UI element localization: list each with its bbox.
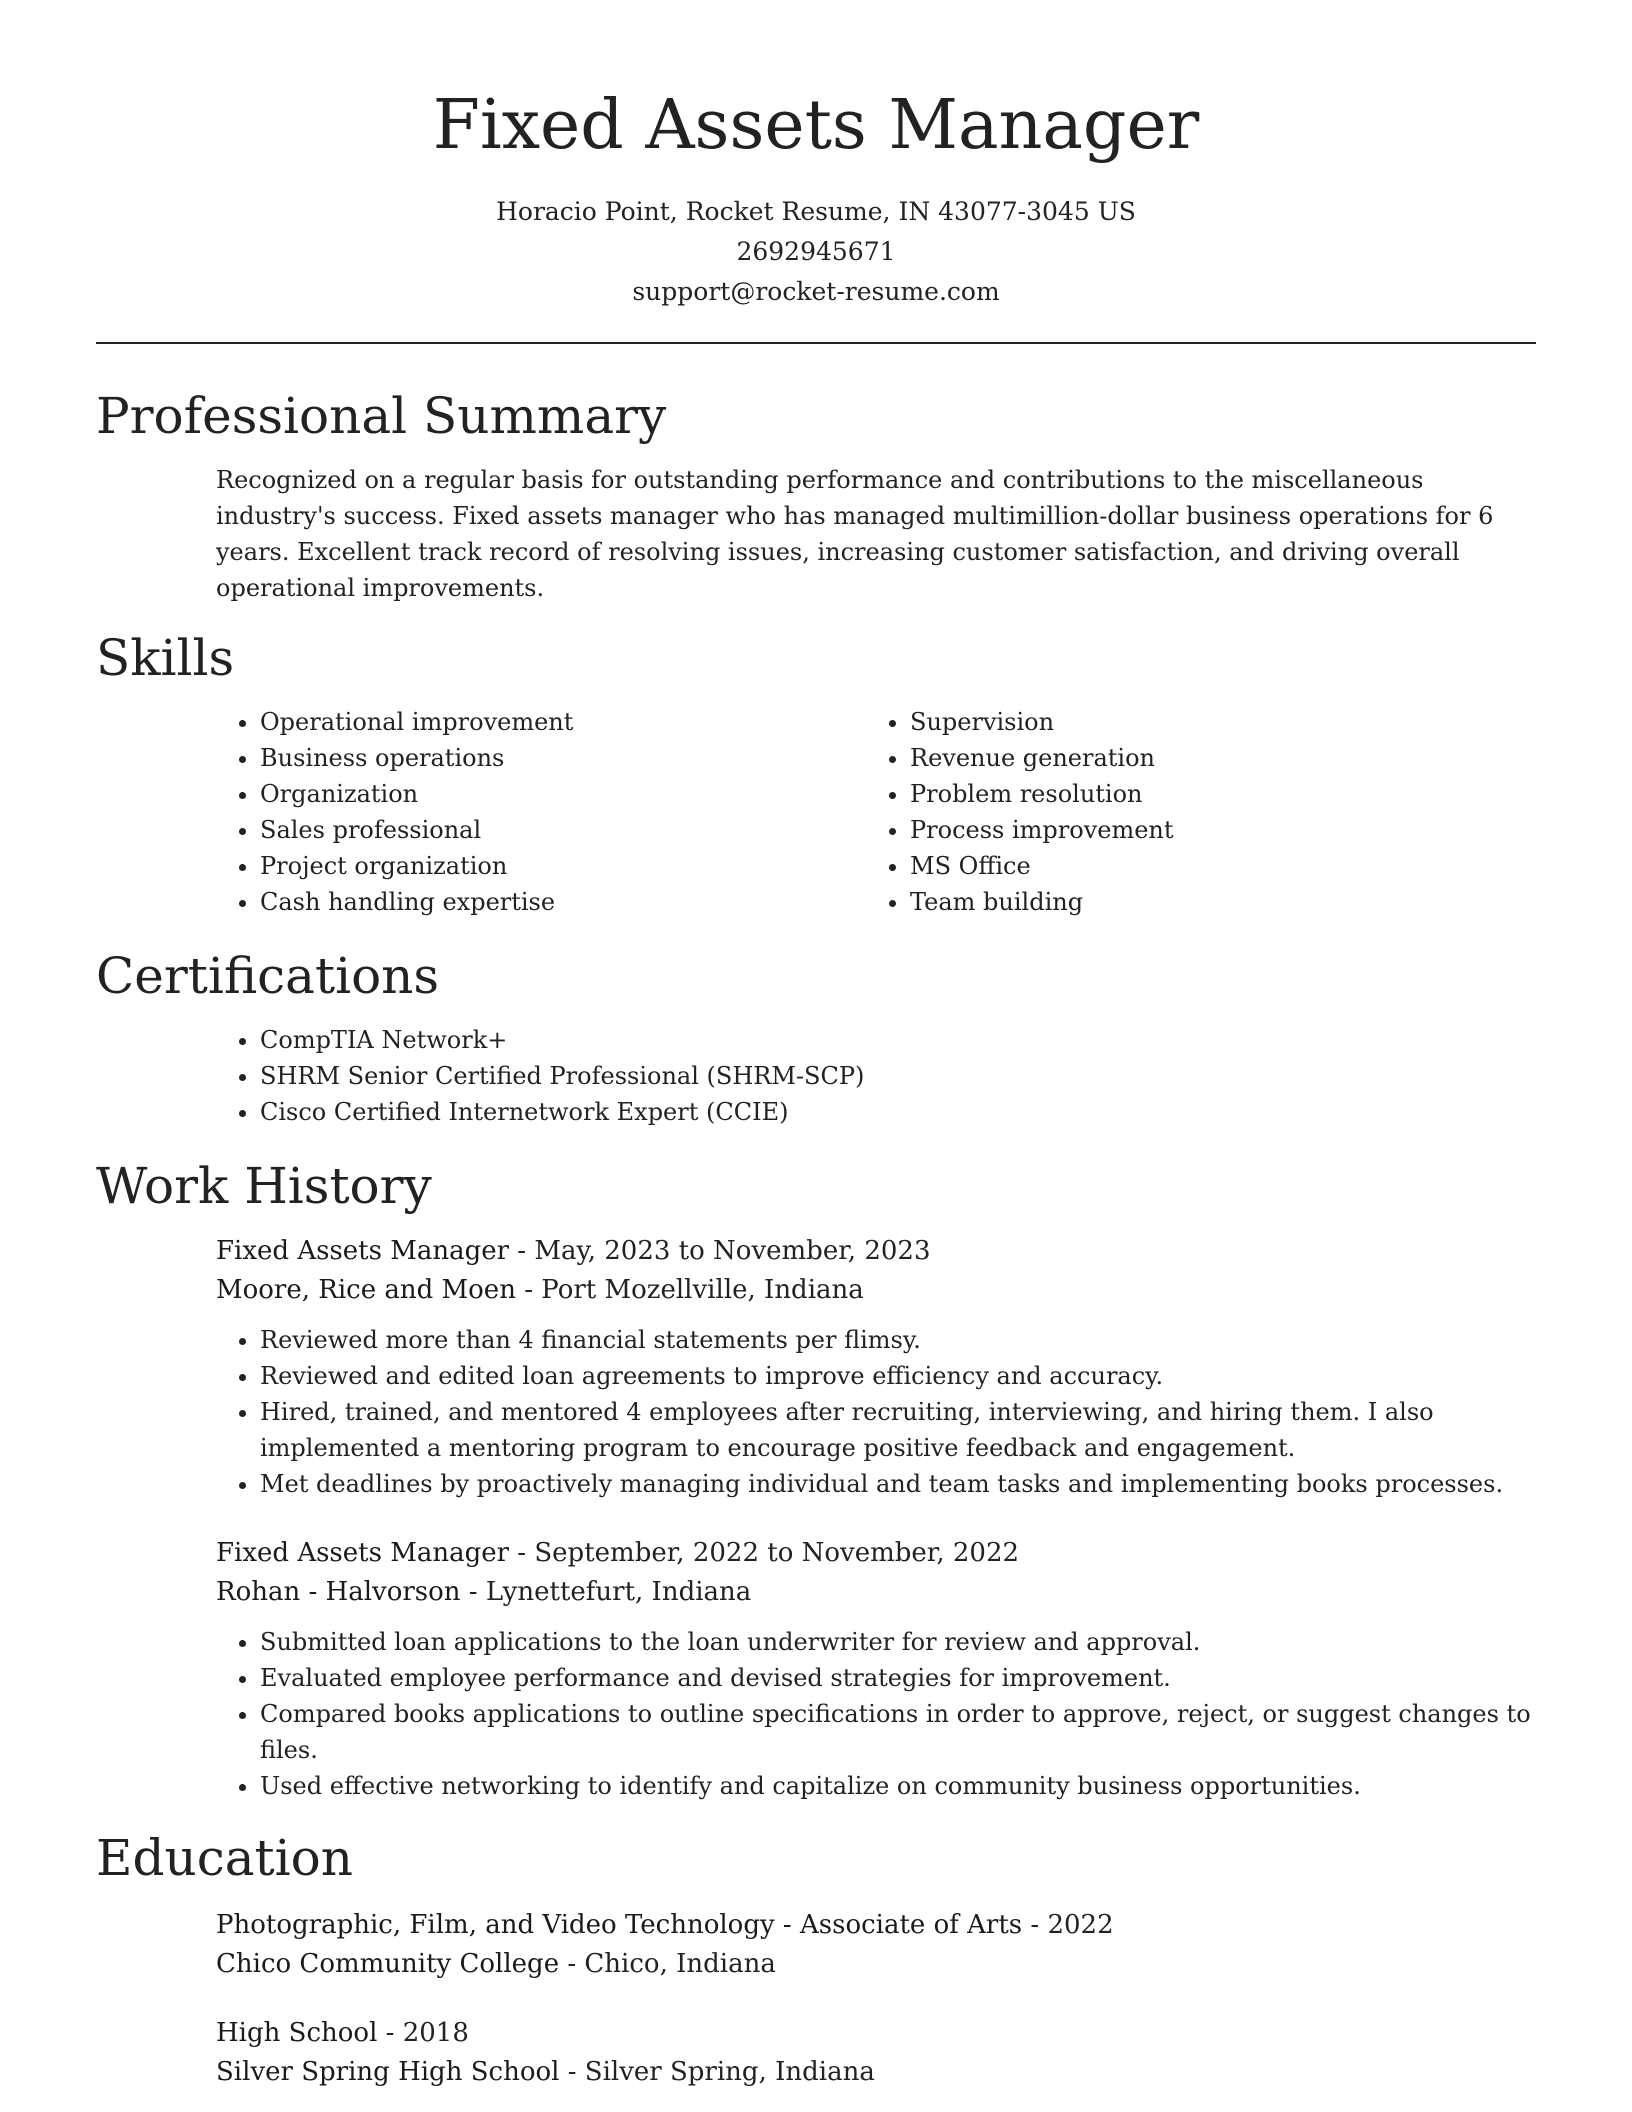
job-entry (96, 1232, 1536, 1502)
job-company-line (216, 1271, 1536, 1310)
resume-header (96, 0, 1536, 312)
job-company: Rohan - Halvorson (216, 1577, 461, 1607)
contact-block (96, 192, 1536, 312)
skill-item: • Project organization (260, 848, 866, 884)
education-year: - 2022 (1022, 1910, 1114, 1940)
job-bullets (216, 1624, 1536, 1804)
education-entry (96, 2014, 1536, 2092)
contact-email: support@rocket-resume.com (632, 277, 1000, 306)
skill-item: • Operational improvement (260, 704, 866, 740)
job-bullet: • Compared books applications to outline specifications in order to approve, reject, or suggest changes to files. (260, 1696, 1536, 1768)
job-dates: - September, 2022 to November, 2022 (509, 1538, 1020, 1568)
job-entry (96, 1534, 1536, 1804)
education-entry (96, 1906, 1536, 1984)
education-location: - Silver Spring, Indiana (559, 2057, 875, 2087)
skill-item: • Organization (260, 776, 866, 812)
skill-item: • MS Office (910, 848, 1516, 884)
education-school: Chico Community College (216, 1949, 560, 1979)
job-bullet: • Hired, trained, and mentored 4 employees after recruiting, interviewing, and hiring them. I also implemented a mentoring program to encourage positive feedback and engagement. (260, 1394, 1536, 1466)
skill-item: • Revenue generation (910, 740, 1516, 776)
skill-item: • Process improvement (910, 812, 1516, 848)
job-dates: - May, 2023 to November, 2023 (509, 1236, 931, 1266)
skills-column-left (216, 704, 866, 920)
education-degree: Photographic, Film, and Video Technology - Associate of Arts (216, 1910, 1023, 1940)
contact-phone: 2692945671 (736, 237, 896, 266)
certifications-title: Certifications (96, 947, 440, 1005)
contact-address: Horacio Point, Rocket Resume, IN 43077-3045 US (496, 197, 1136, 226)
skills-section (96, 626, 1536, 920)
job-title: Fixed Assets Manager (216, 1236, 510, 1266)
skill-item: • Sales professional (260, 812, 866, 848)
certifications-body (96, 1022, 1536, 1130)
education-location: - Chico, Indiana (559, 1949, 776, 1979)
job-bullet: • Submitted loan applications to the loan underwriter for review and approval. (260, 1624, 1536, 1660)
education-school-line (216, 1945, 1536, 1984)
education-degree-line (216, 2014, 1536, 2053)
education-school: Silver Spring High School (216, 2057, 560, 2087)
skills-list-right (866, 704, 1516, 920)
skills-column-right (866, 704, 1516, 920)
job-company: Moore, Rice and Moen (216, 1275, 516, 1305)
skills-title: Skills (96, 629, 235, 687)
job-title-line (216, 1534, 1536, 1573)
summary-title: Professional Summary (96, 387, 667, 445)
education-year: - 2018 (377, 2018, 469, 2048)
certification-item: • Cisco Certified Internetwork Expert (CCIE) (260, 1094, 1536, 1130)
work-history-title: Work History (96, 1157, 432, 1215)
skill-item: • Supervision (910, 704, 1516, 740)
job-location: - Lynettefurt, Indiana (460, 1577, 752, 1607)
job-bullet: • Reviewed and edited loan agreements to improve efficiency and accuracy. (260, 1358, 1536, 1394)
header-divider (96, 342, 1536, 344)
job-bullets (216, 1322, 1536, 1502)
job-title-line (216, 1232, 1536, 1271)
job-bullet: • Met deadlines by proactively managing individual and team tasks and implementing books processes. (260, 1466, 1536, 1502)
skills-list-left (216, 704, 866, 920)
work-history-section (96, 1154, 1536, 1804)
skills-columns (96, 704, 1536, 920)
job-title: Fixed Assets Manager (216, 1538, 510, 1568)
job-bullet: • Reviewed more than 4 financial statements per flimsy. (260, 1322, 1536, 1358)
certification-item: • SHRM Senior Certified Professional (SHRM-SCP) (260, 1058, 1536, 1094)
job-company-line (216, 1573, 1536, 1612)
certifications-list (216, 1022, 1536, 1130)
summary-section (96, 384, 1536, 606)
certification-item: • CompTIA Network+ (260, 1022, 1536, 1058)
job-location: - Port Mozellville, Indiana (515, 1275, 864, 1305)
education-degree: High School (216, 2018, 378, 2048)
skill-item: • Business operations (260, 740, 866, 776)
education-section (96, 1826, 1536, 2092)
education-school-line (216, 2053, 1536, 2092)
job-bullet: • Used effective networking to identify and capitalize on community business opportunities. (260, 1768, 1536, 1804)
skill-item: • Cash handling expertise (260, 884, 866, 920)
summary-text: Recognized on a regular basis for outstanding performance and contributions to the miscellaneous industry's success. Fixed assets manager who has managed multimillion-dollar business operations for 6 years. Excellent track record of resolving issues, increasing customer satisfaction, and driving overall operational improvements. (216, 466, 1494, 602)
certifications-section (96, 944, 1536, 1130)
education-title: Education (96, 1829, 353, 1887)
job-bullet: • Evaluated employee performance and devised strategies for improvement. (260, 1660, 1536, 1696)
skill-item: • Problem resolution (910, 776, 1516, 812)
education-degree-line (216, 1906, 1536, 1945)
resume-name: Fixed Assets Manager (432, 86, 1200, 165)
skill-item: • Team building (910, 884, 1516, 920)
